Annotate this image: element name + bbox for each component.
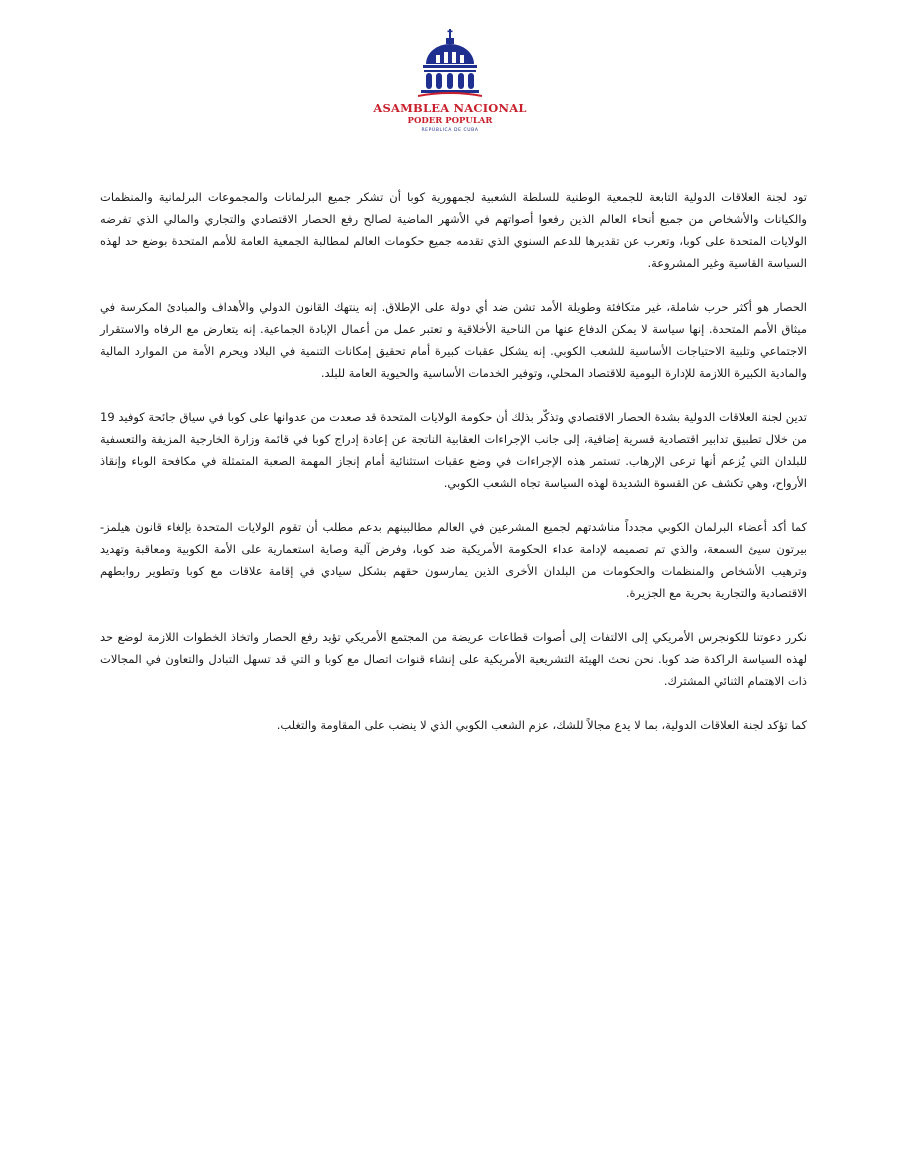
paragraph-5: نكرر دعوتنا للكونجرس الأمريكي إلى الالتفات إلى أصوات قطاعات عريضة من المجتمع الأمريكي تؤيد رفع الحصار واتخاذ الخطوات اللازمة لوضع حد لهذه السياسة الراكدة ضد كوبا. نحن نحث الهيئة التشريعية الأمريكية على إنشاء قنوات اتصال مع كوبا و التي قد تسهل التبادل والتعاون في المجالات ذات الاهتمام الثنائي المشترك.: [100, 630, 807, 688]
paragraph-3: تدين لجنة العلاقات الدولية بشدة الحصار الاقتصادي وتذكّر بذلك أن حكومة الولايات المتحدة قد صعدت من عدوانها على كوبا في سياق جائحة كوفيد 19 من خلال تطبيق تدابير اقتصادية قسرية إضافية، إلى جانب الإجراءات العقابية الناتجة عن إعادة إدراج كوبا في قائمة وزارة الخارجية المزيفة والتعسفية للبلدان التي يُزعم أنها ترعى الإرهاب. تستمر هذه الإجراءات في وضع عقبات استثنائية أمام إنجاز المهمة الصعبة المتمثلة في مكافحة الوباء وإنقاذ الأرواح، وهي تكشف عن القسوة الشديدة لهذه السياسة تجاه الشعب الكوبي.: [100, 410, 807, 490]
paragraph-2: الحصار هو أكثر حرب شاملة، غير متكافئة وطويلة الأمد تشن ضد أي دولة على الإطلاق. إنه ينتهك القانون الدولي والأهداف والمبادئ المكرسة في ميثاق الأمم المتحدة. إنها سياسة لا يمكن الدفاع عنها من الناحية الأخلاقية و تعتبر عمل من أعمال الإبادة الجماعية. إنه يتعارض مع الرفاه والاستقرار الاجتماعي وتلبية الاحتياجات الأساسية للشعب الكوبي. إنه يشكل عقبات كبيرة أمام تحقيق إمكانات التنمية في البلاد ويحرم الأمة من الموارد المالية والمادية الكبيرة اللازمة للإدارة اليومية للاقتصاد المحلي، وتوفير الخدمات الأساسية والحيوية العامة للبلد.: [100, 300, 807, 380]
capitol-dome-icon: [418, 28, 482, 98]
logo-title: ASAMBLEA NACIONAL: [373, 101, 527, 115]
asamblea-nacional-logo: [370, 28, 530, 133]
logo-subtitle: PODER POPULAR: [407, 116, 493, 126]
statement-body: [100, 186, 807, 758]
logo-country: REPÚBLICA DE CUBA: [421, 128, 479, 133]
paragraph-1: تود لجنة العلاقات الدولية التابعة للجمعية الوطنية للسلطة الشعبية لجمهورية كوبا أن تشكر جميع البرلمانات والمجموعات البرلمانية والمنظمات والكيانات والأشخاص من جميع أنحاء العالم الذين رفعوا أصواتهم في الأشهر الماضية لصالح رفع الحصار الاقتصادي والتجاري والمالي الذي تفرضه الولايات المتحدة على كوبا، وتعرب عن تقديرها للدعم السنوي الذي تقدمه جميع حكومات العالم لمطالبة الجمعية العامة للأمم المتحدة بوضع حد لهذه السياسة القاسية وغير المشروعة.: [100, 190, 807, 270]
paragraph-4: كما أكد أعضاء البرلمان الكوبي مجدداً مناشدتهم لجميع المشرعين في العالم مطالبينهم بدعم مطلب أن تقوم الولايات المتحدة بإلغاء قانون هيلمز-بيرتون سيئ السمعة، والذي تم تصميمه لإدامة عداء الحكومة الأمريكية ضد كوبا، وفرض آلية وصاية استعمارية على الأمة الكوبية ومعاقبة وتهديد وترهيب الأشخاص والمنظمات والحكومات من البلدان الأخرى الذين يمارسون حقهم بشكل سيادي في إقامة علاقات مع كوبا وتطوير روابطهم الاقتصادية والتجارية بحرية مع الجزيرة.: [100, 520, 807, 600]
paragraph-6: كما تؤكد لجنة العلاقات الدولية، بما لا يدع مجالاً للشك، عزم الشعب الكوبي الذي لا ينضب على المقاومة والتغلب.: [276, 718, 807, 732]
